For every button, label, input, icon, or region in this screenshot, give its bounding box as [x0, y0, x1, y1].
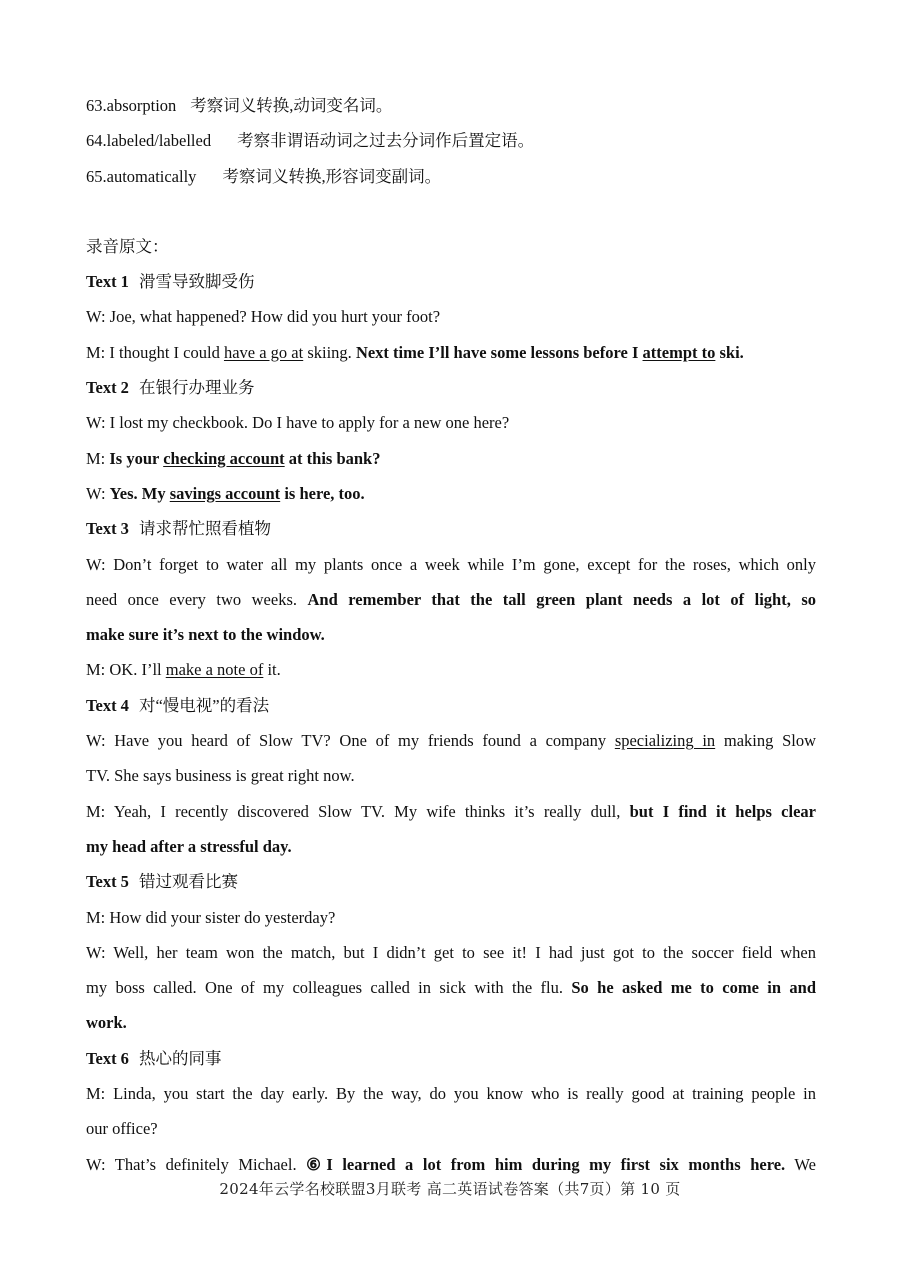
text-6-heading [86, 1041, 816, 1076]
dialogue-line [86, 794, 816, 829]
dialogue-line [86, 970, 816, 1005]
dialogue-line: TV. She says business is great right now. [86, 766, 355, 786]
text-title: 请求帮忙照看植物 [138, 519, 271, 539]
text-title: 在银行办理业务 [138, 378, 255, 398]
key-sentence: So he asked me to come in and [571, 978, 817, 998]
answer-word: 65.automatically [86, 166, 197, 186]
text-label: Text 3 [86, 519, 129, 539]
text-run: Is your [109, 448, 164, 468]
text-run: W: Have you heard of Slow TV? One of my friends found a company [86, 731, 615, 751]
answer-note: 考察词义转换,动词变名词。 [190, 96, 393, 115]
text-run: my boss called. One of my colleagues called in sick with the flu. [86, 978, 572, 998]
dialogue-line: M: How did your sister do yesterday? [86, 907, 336, 927]
dialogue-line [86, 476, 816, 511]
key-sentence [110, 484, 365, 503]
speaker: M: [86, 448, 110, 468]
answer-note: 考察词义转换,形容词变副词。 [222, 166, 442, 186]
text-1-heading [86, 264, 816, 299]
speaker: W: [86, 483, 110, 503]
dialogue-line [86, 617, 816, 652]
transcript-heading: 录音原文： [86, 236, 169, 256]
dialogue-line [86, 723, 816, 758]
text-run: We [785, 1154, 817, 1174]
underlined-phrase: attempt to [642, 342, 716, 362]
text-label: Text 2 [86, 378, 129, 398]
underlined-phrase: have a go at [223, 342, 304, 362]
text-title: 错过观看比赛 [138, 872, 238, 892]
answer-65 [86, 159, 816, 194]
underlined-phrase: specializing in [614, 731, 716, 751]
underlined-phrase: savings account [169, 483, 281, 503]
text-label: Text 4 [86, 695, 129, 715]
text-title: 对“慢电视”的看法 [138, 695, 270, 715]
text-label: Text 1 [86, 272, 129, 292]
text-label: Text 6 [86, 1048, 129, 1068]
dialogue-line [86, 652, 816, 687]
answer-64 [86, 123, 816, 158]
text-run: is here, too. [280, 483, 365, 503]
text-run: Yes. My [109, 483, 170, 503]
text-run: ski. [715, 342, 744, 362]
dialogue-line [86, 582, 816, 617]
key-sentence: ⑥I learned a lot from him during my first six months here. [306, 1154, 786, 1174]
dialogue-line: our office? [86, 1119, 158, 1139]
key-sentence [109, 449, 380, 468]
spacer [86, 194, 816, 229]
text-3-heading [86, 511, 816, 546]
text-run: at this bank? [284, 448, 381, 468]
underlined-phrase: checking account [163, 448, 285, 468]
text-run: M: OK. I’ll [86, 660, 166, 680]
key-sentence [356, 343, 744, 362]
text-run: it. [263, 660, 281, 680]
dialogue-line [86, 335, 816, 370]
dialogue-line: W: I lost my checkbook. Do I have to apply for a new one here? [86, 413, 510, 433]
text-2-heading [86, 370, 816, 405]
key-sentence: make sure it’s next to the window. [86, 625, 325, 645]
key-sentence: but I find it helps clear [629, 801, 816, 821]
dialogue-line [86, 441, 816, 476]
key-sentence: work. [86, 1013, 127, 1033]
text-4-heading [86, 688, 816, 723]
answer-note: 考察非谓语动词之过去分词作后置定语。 [237, 131, 535, 151]
dialogue-line: M: Linda, you start the day early. By the way, do you know who is really good at training people in [86, 1084, 816, 1104]
text-title: 滑雪导致脚受伤 [138, 272, 255, 292]
answer-word: 64.labeled/labelled [86, 131, 212, 151]
dialogue-line: W: Joe, what happened? How did you hurt your foot? [86, 307, 441, 327]
text-run: W: That’s definitely Michael. [86, 1154, 307, 1174]
answer-63 [86, 88, 816, 123]
dialogue-line [86, 1147, 816, 1182]
text-run: need once every two weeks. [86, 589, 308, 609]
dialogue-line [86, 1005, 816, 1040]
dialogue-line [86, 829, 816, 864]
text-run: Next time I’ll have some lessons before I [355, 342, 643, 362]
dialogue-line: W: Don’t forget to water all my plants once a week while I’m gone, except for the roses, which only [86, 554, 816, 574]
text-run: making Slow [715, 731, 817, 751]
dialogue-line: W: Well, her team won the match, but I didn’t get to see it! I had just got to the soccer field when [86, 942, 816, 962]
document-body [86, 88, 816, 1182]
page-footer: 2024年云学名校联盟3月联考 高二英语试卷答案（共7页）第 10 页 [219, 1180, 681, 1198]
text-title: 热心的同事 [138, 1048, 222, 1068]
text-run: skiing. [303, 342, 356, 362]
text-run: M: Yeah, I recently discovered Slow TV. My wife thinks it’s really dull, [86, 801, 630, 821]
key-sentence: And remember that the tall green plant needs a lot of light, so [307, 589, 816, 609]
underlined-phrase: make a note of [165, 660, 264, 680]
text-5-heading [86, 864, 816, 899]
key-sentence: my head after a stressful day. [86, 836, 292, 856]
text-label: Text 5 [86, 872, 129, 892]
answer-word: 63.absorption [86, 96, 177, 115]
text-run: M: I thought I could [86, 342, 224, 362]
